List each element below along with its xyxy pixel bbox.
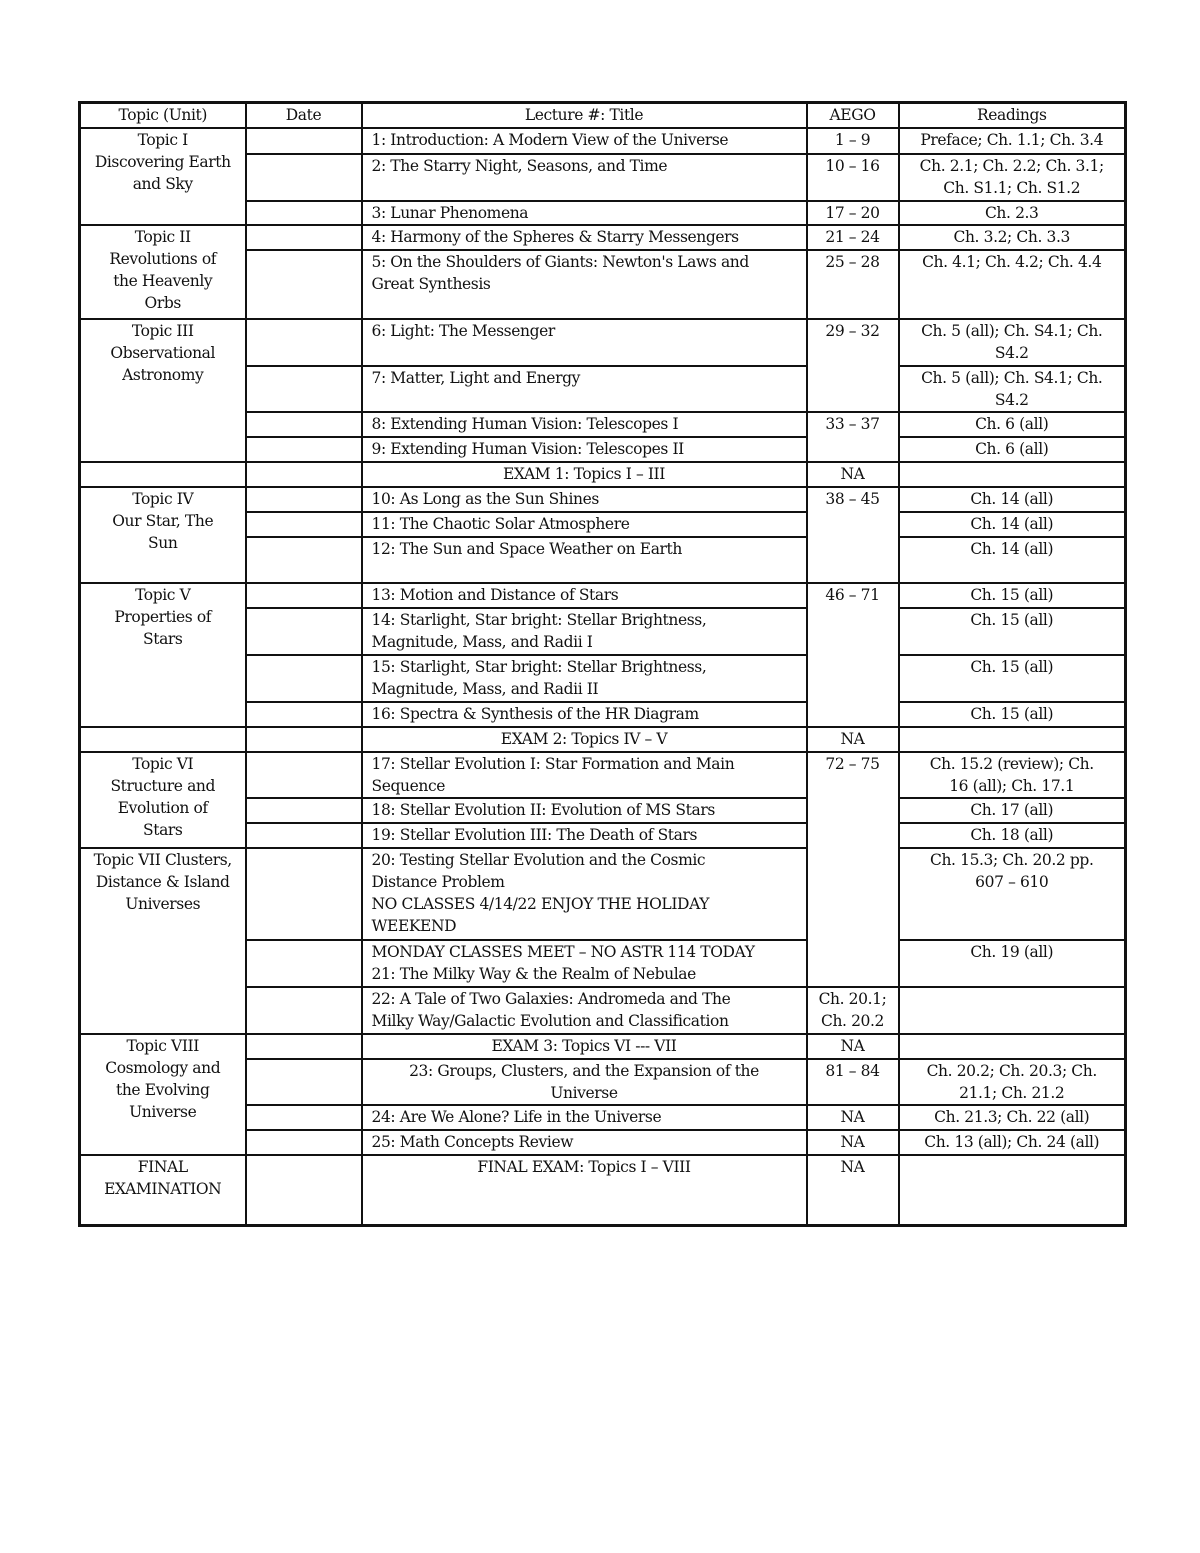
cell-line: Astronomy xyxy=(122,365,204,384)
cell-line: Magnitude, Mass, and Radii I xyxy=(371,632,593,651)
cell-line: EXAM 2: Topics IV – V xyxy=(500,729,668,748)
date-cell xyxy=(246,1130,362,1155)
readings-cell xyxy=(899,1130,1126,1155)
course-schedule-table xyxy=(78,101,1127,1227)
table-row xyxy=(80,462,1126,487)
cell-line: Distance Problem xyxy=(371,872,505,891)
cell-line: 607 – 610 xyxy=(975,872,1049,891)
cell-line: 15: Starlight, Star bright: Stellar Brightness, xyxy=(371,657,707,676)
table-row xyxy=(80,128,1126,154)
lecture-cell xyxy=(362,154,807,201)
cell-line: Our Star, The xyxy=(112,511,214,530)
date-cell xyxy=(246,537,362,583)
topic-cell xyxy=(80,848,246,1034)
cell-line: FINAL xyxy=(137,1157,188,1176)
cell-line: 16 (all); Ch. 17.1 xyxy=(949,776,1075,795)
date-cell xyxy=(246,128,362,154)
date-cell xyxy=(246,225,362,250)
lecture-cell xyxy=(362,250,807,319)
cell-line: Ch. 15.2 (review); Ch. xyxy=(929,754,1094,773)
lecture-cell xyxy=(362,1130,807,1155)
cell-line: Ch. 20.2; Ch. 20.3; Ch. xyxy=(926,1061,1097,1080)
cell-line: and Sky xyxy=(132,174,193,193)
cell-line: 10: As Long as the Sun Shines xyxy=(371,489,599,508)
cell-line: Ch. 20.1; Ch. 20.2 xyxy=(818,989,887,1030)
cell-line: Universes xyxy=(125,894,201,913)
aego-cell: 21 – 24 xyxy=(807,225,899,250)
cell-line: MONDAY CLASSES MEET – NO ASTR 114 TODAY xyxy=(371,942,755,961)
lecture-cell xyxy=(362,1059,807,1105)
date-cell xyxy=(246,487,362,512)
cell-line: 9: Extending Human Vision: Telescopes II xyxy=(371,439,684,458)
date-cell xyxy=(246,752,362,798)
date-cell xyxy=(246,154,362,201)
cell-line: Sequence xyxy=(371,776,446,795)
cell-line: 21: The Milky Way & the Realm of Nebulae xyxy=(371,964,696,983)
cell-line: EXAM 3: Topics VI --- VII xyxy=(491,1036,677,1055)
topic-cell xyxy=(80,487,246,583)
readings-cell xyxy=(899,1034,1126,1059)
cell-line: Topic VIII xyxy=(126,1036,200,1055)
lecture-cell xyxy=(362,1105,807,1130)
lecture-cell xyxy=(362,727,807,752)
aego-cell: 46 – 71 xyxy=(807,583,899,727)
date-cell xyxy=(246,823,362,848)
cell-line: 16: Spectra & Synthesis of the HR Diagram xyxy=(371,704,699,723)
date-cell xyxy=(246,201,362,225)
cell-line: FINAL EXAM: Topics I – VIII xyxy=(477,1157,691,1176)
cell-line: EXAMINATION xyxy=(104,1179,222,1198)
topic-cell xyxy=(80,128,246,225)
readings-cell xyxy=(899,366,1126,412)
cell-line: WEEKEND xyxy=(371,916,457,935)
lecture-cell xyxy=(362,462,807,487)
topic-cell xyxy=(80,727,246,752)
aego-cell: NA xyxy=(807,1155,899,1226)
readings-cell xyxy=(899,437,1126,462)
cell-line: Ch. 21.3; Ch. 22 (all) xyxy=(934,1107,1090,1126)
table-row xyxy=(80,225,1126,250)
lecture-cell xyxy=(362,608,807,655)
readings-cell xyxy=(899,201,1126,225)
cell-line: Topic II xyxy=(134,227,191,246)
cell-line: EXAM 1: Topics I – III xyxy=(502,464,665,483)
cell-line: Distance & Island xyxy=(95,872,230,891)
readings-cell xyxy=(899,798,1126,823)
lecture-cell xyxy=(362,940,807,987)
aego-cell: 1 – 9 xyxy=(807,128,899,154)
cell-line: Sun xyxy=(148,533,178,552)
cell-line: NO CLASSES 4/14/22 ENJOY THE HOLIDAY xyxy=(371,894,710,913)
aego-cell: 25 – 28 xyxy=(807,250,899,319)
topic-cell xyxy=(80,752,246,848)
cell-line: Ch. 5 (all); Ch. S4.1; Ch. xyxy=(921,321,1103,340)
cell-line: 17: Stellar Evolution I: Star Formation and Main xyxy=(371,754,735,773)
aego-cell: 29 – 32 xyxy=(807,319,899,412)
readings-cell xyxy=(899,752,1126,798)
cell-line: the Evolving xyxy=(116,1080,210,1099)
cell-line: Stars xyxy=(143,820,183,839)
readings-cell xyxy=(899,250,1126,319)
readings-cell xyxy=(899,727,1126,752)
cell-line: 23: Groups, Clusters, and the Expansion of the xyxy=(409,1061,759,1080)
date-cell xyxy=(246,412,362,437)
cell-line: Revolutions of xyxy=(109,249,217,268)
cell-line: Topic VII Clusters, xyxy=(93,850,232,869)
aego-cell: NA xyxy=(807,727,899,752)
lecture-cell xyxy=(362,319,807,366)
cell-line: 22: A Tale of Two Galaxies: Andromeda and The xyxy=(371,989,731,1008)
date-cell xyxy=(246,512,362,537)
header-row xyxy=(80,103,1126,128)
cell-line: Ch. 14 (all) xyxy=(970,539,1054,558)
lecture-cell xyxy=(362,537,807,583)
lecture-cell xyxy=(362,752,807,798)
date-cell xyxy=(246,940,362,987)
cell-line: 18: Stellar Evolution II: Evolution of MS Stars xyxy=(371,800,715,819)
date-cell xyxy=(246,608,362,655)
aego-cell: 38 – 45 xyxy=(807,487,899,583)
cell-line: the Heavenly xyxy=(113,271,213,290)
cell-line: 11: The Chaotic Solar Atmosphere xyxy=(371,514,630,533)
cell-line: Ch. 2.1; Ch. 2.2; Ch. 3.1; xyxy=(919,156,1104,175)
cell-line: Evolution of xyxy=(117,798,208,817)
topic-cell xyxy=(80,1034,246,1155)
cell-line: Topic IV xyxy=(132,489,194,508)
table-row xyxy=(80,1155,1126,1226)
date-cell xyxy=(246,583,362,608)
aego-cell: 81 – 84 xyxy=(807,1059,899,1105)
cell-line: Ch. 15 (all) xyxy=(970,704,1054,723)
readings-cell xyxy=(899,608,1126,655)
cell-line: Preface; Ch. 1.1; Ch. 3.4 xyxy=(920,130,1104,149)
cell-line: Ch. 14 (all) xyxy=(970,489,1054,508)
cell-line: Ch. 19 (all) xyxy=(970,942,1054,961)
date-cell xyxy=(246,1034,362,1059)
readings-cell xyxy=(899,512,1126,537)
cell-line: 14: Starlight, Star bright: Stellar Brightness, xyxy=(371,610,707,629)
topic-cell xyxy=(80,1155,246,1226)
cell-line: Ch. 5 (all); Ch. S4.1; Ch. xyxy=(921,368,1103,387)
table-row xyxy=(80,727,1126,752)
cell-line: 8: Extending Human Vision: Telescopes I xyxy=(371,414,679,433)
readings-cell xyxy=(899,1059,1126,1105)
lecture-cell xyxy=(362,823,807,848)
readings-cell xyxy=(899,1105,1126,1130)
topic-cell xyxy=(80,319,246,462)
readings-cell xyxy=(899,487,1126,512)
aego-cell: NA xyxy=(807,1105,899,1130)
table-row xyxy=(80,848,1126,940)
aego-cell: NA xyxy=(807,462,899,487)
cell-line: Ch. 3.2; Ch. 3.3 xyxy=(953,227,1070,246)
cell-line: Ch. 13 (all); Ch. 24 (all) xyxy=(924,1132,1100,1151)
table-row xyxy=(80,319,1126,366)
lecture-cell xyxy=(362,201,807,225)
table-row xyxy=(80,583,1126,608)
lecture-cell xyxy=(362,702,807,727)
date-cell xyxy=(246,848,362,940)
readings-cell xyxy=(899,823,1126,848)
lecture-cell xyxy=(362,512,807,537)
readings-cell xyxy=(899,412,1126,437)
date-cell xyxy=(246,987,362,1034)
table-row xyxy=(80,487,1126,512)
readings-cell xyxy=(807,987,899,1034)
cell-line: 1: Introduction: A Modern View of the Universe xyxy=(371,130,729,149)
cell-line: Great Synthesis xyxy=(371,274,491,293)
cell-line: Topic VI xyxy=(132,754,194,773)
lecture-cell xyxy=(362,987,807,1034)
date-cell xyxy=(246,462,362,487)
cell-line: S4.2 xyxy=(994,390,1029,409)
date-cell xyxy=(246,1059,362,1105)
readings-cell xyxy=(899,1155,1126,1226)
cell-line: 25: Math Concepts Review xyxy=(371,1132,574,1151)
table-header xyxy=(80,103,1126,128)
date-cell xyxy=(246,655,362,702)
cell-line: Cosmology and xyxy=(105,1058,221,1077)
readings-cell xyxy=(899,128,1126,154)
cell-line: Discovering Earth xyxy=(94,152,231,171)
cell-line: Universe xyxy=(129,1102,197,1121)
cell-line: Ch. 15 (all) xyxy=(970,610,1054,629)
topic-cell xyxy=(80,583,246,727)
cell-line: 24: Are We Alone? Life in the Universe xyxy=(371,1107,662,1126)
cell-line: Structure and xyxy=(110,776,216,795)
cell-line: Ch. 4.1; Ch. 4.2; Ch. 4.4 xyxy=(922,252,1102,271)
header-aego: AEGO xyxy=(807,103,899,128)
cell-line: 13: Motion and Distance of Stars xyxy=(371,585,619,604)
readings-cell xyxy=(899,655,1126,702)
cell-line: Observational xyxy=(110,343,216,362)
readings-cell xyxy=(899,537,1126,583)
cell-line: Ch. 14 (all) xyxy=(970,514,1054,533)
aego-cell: NA xyxy=(807,1034,899,1059)
readings-cell xyxy=(899,154,1126,201)
cell-line: Magnitude, Mass, and Radii II xyxy=(371,679,599,698)
cell-line: Ch. 17 (all) xyxy=(970,800,1054,819)
lecture-cell xyxy=(362,1155,807,1226)
cell-line: 4: Harmony of the Spheres & Starry Messengers xyxy=(371,227,739,246)
readings-cell xyxy=(899,225,1126,250)
date-cell xyxy=(246,1155,362,1226)
cell-line: Stars xyxy=(143,629,183,648)
cell-line: 7: Matter, Light and Energy xyxy=(371,368,580,387)
aego-cell: 33 – 37 xyxy=(807,412,899,462)
date-cell xyxy=(246,702,362,727)
readings-cell xyxy=(899,319,1126,366)
lecture-cell xyxy=(362,798,807,823)
aego-cell: 10 – 16 xyxy=(807,154,899,201)
header-lecture: Lecture #: Title xyxy=(362,103,807,128)
lecture-cell xyxy=(362,848,807,940)
date-cell xyxy=(246,437,362,462)
lecture-cell xyxy=(362,366,807,412)
cell-line: Topic I xyxy=(137,130,188,149)
lecture-cell xyxy=(362,655,807,702)
table-body xyxy=(80,128,1126,1226)
cell-line: Ch. 15 (all) xyxy=(970,585,1054,604)
lecture-cell xyxy=(362,487,807,512)
lecture-cell xyxy=(362,128,807,154)
cell-line: Ch. 6 (all) xyxy=(975,414,1049,433)
cell-line: 20: Testing Stellar Evolution and the Cosmic xyxy=(371,850,706,869)
lecture-cell xyxy=(362,583,807,608)
cell-line: Orbs xyxy=(144,293,181,312)
cell-line: Ch. 18 (all) xyxy=(970,825,1054,844)
readings-cell xyxy=(899,462,1126,487)
cell-line: 3: Lunar Phenomena xyxy=(371,203,529,222)
aego-cell: 72 – 75 xyxy=(807,752,899,987)
aego-cell: NA xyxy=(807,1130,899,1155)
cell-line: 19: Stellar Evolution III: The Death of Stars xyxy=(371,825,698,844)
header-readings: Readings xyxy=(899,103,1126,128)
cell-line: Milky Way/Galactic Evolution and Classification xyxy=(371,1011,729,1030)
table-row xyxy=(80,1034,1126,1059)
cell-line: 5: On the Shoulders of Giants: Newton's Laws and xyxy=(371,252,749,271)
readings-cell xyxy=(899,940,1126,987)
cell-line: Properties of xyxy=(114,607,212,626)
aego-cell: 17 – 20 xyxy=(807,201,899,225)
cell-line: Ch. 15 (all) xyxy=(970,657,1054,676)
header-date: Date xyxy=(246,103,362,128)
cell-line: Topic III xyxy=(131,321,194,340)
lecture-cell xyxy=(362,1034,807,1059)
table-row xyxy=(80,752,1126,798)
readings-cell xyxy=(899,702,1126,727)
date-cell xyxy=(246,366,362,412)
date-cell xyxy=(246,250,362,319)
date-cell xyxy=(246,727,362,752)
cell-line: Universe xyxy=(550,1083,618,1102)
cell-line: Ch. 6 (all) xyxy=(975,439,1049,458)
lecture-cell xyxy=(362,225,807,250)
lecture-cell xyxy=(362,412,807,437)
readings-cell xyxy=(899,848,1126,940)
date-cell xyxy=(246,798,362,823)
lecture-cell xyxy=(362,437,807,462)
cell-line: 12: The Sun and Space Weather on Earth xyxy=(371,539,682,558)
date-cell xyxy=(246,319,362,366)
cell-line: 6: Light: The Messenger xyxy=(371,321,555,340)
cell-line: S4.2 xyxy=(994,343,1029,362)
topic-cell xyxy=(80,462,246,487)
topic-cell xyxy=(80,225,246,319)
cell-line: Ch. 15.3; Ch. 20.2 pp. xyxy=(930,850,1094,869)
cell-line: Ch. S1.1; Ch. S1.2 xyxy=(943,178,1081,197)
cell-line: Topic V xyxy=(135,585,191,604)
cell-line: Ch. 2.3 xyxy=(984,203,1039,222)
readings-cell xyxy=(899,583,1126,608)
date-cell xyxy=(246,1105,362,1130)
cell-line: 2: The Starry Night, Seasons, and Time xyxy=(371,156,668,175)
header-topic: Topic (Unit) xyxy=(80,103,246,128)
cell-line: 21.1; Ch. 21.2 xyxy=(959,1083,1065,1102)
